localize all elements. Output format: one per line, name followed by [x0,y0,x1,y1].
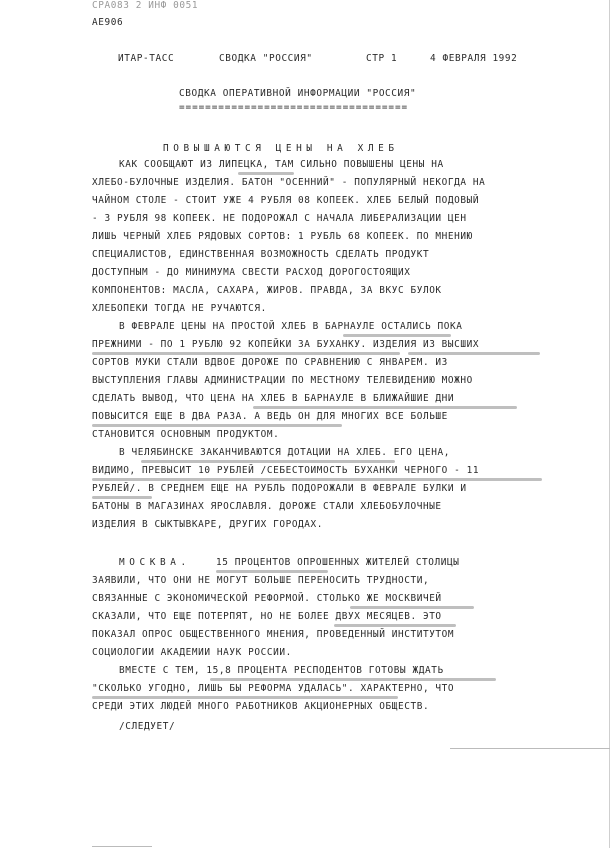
moscow-line: СКАЗАЛИ, ЧТО ЕЩЕ ПОТЕРПЯТ, НО НЕ БОЛЕЕ ДВУХ МЕСЯЦЕВ. ЭТО [92,611,442,622]
article-line: РУБЛЕЙ/. В СРЕДНЕМ ЕЩЕ НА РУБЛЬ ПОДОРОЖАЛИ В ФЕВРАЛЕ БУЛКИ И [92,483,467,494]
article-line: СТАНОВИТСЯ ОСНОВНЫМ ПРОДУКТОМ. [92,429,280,440]
article-line: СПЕЦИАЛИСТОВ, ЕДИНСТВЕННАЯ ВОЗМОЖНОСТЬ СДЕЛАТЬ ПРОДУКТ [92,249,430,260]
faint-rule [92,846,152,847]
highlight-stroke [408,352,540,355]
article-line: КАК СООБЩАЮТ ИЗ ЛИПЕЦКА, ТАМ СИЛЬНО ПОВЫШЕНЫ ЦЕНЫ НА [119,159,444,170]
article-line: ВИДИМО, ПРЕВЫСИТ 10 РУБЛЕЙ /СЕБЕСТОИМОСТЬ БУХАНКИ ЧЕРНОГО - 11 [92,465,480,476]
moscow-line: ВМЕСТЕ С ТЕМ, 15,8 ПРОЦЕНТА РЕСПОДЕНТОВ ГОТОВЫ ЖДАТЬ [119,665,444,676]
article-line: ЧАЙНОМ СТОЛЕ - СТОИТ УЖЕ 4 РУБЛЯ 08 КОПЕЕК. ХЛЕБ БЕЛЫЙ ПОДОВЫЙ [92,195,480,206]
article-headline: ПОВЫШАЮТСЯ ЦЕНЫ НА ХЛЕБ [163,143,399,154]
highlight-stroke [216,570,328,573]
article-line: СДЕЛАТЬ ВЫВОД, ЧТО ЦЕНА НА ХЛЕБ В БАРНАУЛЕ В БЛИЖАЙШИЕ ДНИ [92,393,455,404]
article-line: - 3 РУБЛЯ 98 КОПЕЕК. НЕ ПОДОРОЖАЛ С НАЧАЛА ЛИБЕРАЛИЗАЦИИ ЦЕН [92,213,467,224]
moscow-line: ПОКАЗАЛ ОПРОС ОБЩЕСТВЕННОГО МНЕНИЯ, ПРОВЕДЕННЫЙ ИНСТИТУТОМ [92,629,455,640]
highlight-stroke [238,172,294,175]
highlight-stroke [92,696,398,699]
doc-title: СВОДКА ОПЕРАТИВНОЙ ИНФОРМАЦИИ "РОССИЯ" [179,88,417,99]
page-edge-line [609,0,610,848]
faint-rule [450,748,610,749]
moscow-line: СОЦИОЛОГИИ АКАДЕМИИ НАУК РОССИИ. [92,647,292,658]
moscow-line: СВЯЗАННЫЕ С ЭКОНОМИЧЕСКОЙ РЕФОРМОЙ. СТОЛЬКО ЖЕ МОСКВИЧЕЙ [92,593,442,604]
moscow-line: 15 ПРОЦЕНТОВ ОПРОШЕННЫХ ЖИТЕЛЕЙ СТОЛИЦЫ [216,557,460,568]
header-agency: ИТАР-ТАСС [118,53,175,64]
highlight-stroke [343,334,451,337]
article-line: ВЫСТУПЛЕНИЯ ГЛАВЫ АДМИНИСТРАЦИИ ПО МЕСТНОМУ ТЕЛЕВИДЕНИЮ МОЖНО [92,375,473,386]
header-id-line: АЕ906 [92,17,124,28]
highlight-stroke [92,478,542,481]
moscow-line: ЗАЯВИЛИ, ЧТО ОНИ НЕ МОГУТ БОЛЬШЕ ПЕРЕНОСИТЬ ТРУДНОСТИ, [92,575,430,586]
highlight-stroke [253,406,517,409]
article-line: ЛИШЬ ЧЕРНЫЙ ХЛЕБ РЯДОВЫХ СОРТОВ: 1 РУБЛЬ 68 КОПЕЕК. ПО МНЕНИЮ [92,231,473,242]
article-line: КОМПОНЕНТОВ: МАСЛА, САХАРА, ЖИРОВ. ПРАВДА, ЗА ВКУС БУЛОК [92,285,442,296]
article-line: ИЗДЕЛИЯ В СЫКТЫВКАРЕ, ДРУГИХ ГОРОДАХ. [92,519,324,530]
article-line: ПРЕЖНИМИ - ПО 1 РУБЛЮ 92 КОПЕЙКИ ЗА БУХАНКУ. ИЗДЕЛИЯ ИЗ ВЫСШИХ [92,339,480,350]
moscow-lead: МОСКВА. [119,557,191,568]
header-page: СТР 1 [366,53,398,64]
article-line: ПОВЫСИТСЯ ЕЩЕ В ДВА РАЗА. А ВЕДЬ ОН ДЛЯ МНОГИХ ВСЕ БОЛЬШЕ [92,411,448,422]
article-line: В ЧЕЛЯБИНСКЕ ЗАКАНЧИВАЮТСЯ ДОТАЦИИ НА ХЛЕБ. ЕГО ЦЕНА, [119,447,450,458]
highlight-stroke [92,424,342,427]
article-line: ХЛЕБО-БУЛОЧНЫЕ ИЗДЕЛИЯ. БАТОН "ОСЕННИЙ" - ПОПУЛЯРНЫЙ НЕКОГДА НА [92,177,486,188]
article-line: БАТОНЫ В МАГАЗИНАХ ЯРОСЛАВЛЯ. ДОРОЖЕ СТАЛИ ХЛЕБОБУЛОЧНЫЕ [92,501,442,512]
doc-title-rule: =================================== [179,102,409,113]
highlight-stroke [92,352,400,355]
highlight-stroke [141,460,395,463]
header-date: 4 ФЕВРАЛЯ 1992 [430,53,518,64]
moscow-line: СРЕДИ ЭТИХ ЛЮДЕЙ МНОГО РАБОТНИКОВ АКЦИОНЕРНЫХ ОБЩЕСТВ. [92,701,430,712]
highlight-stroke [210,678,496,681]
article-line: СОРТОВ МУКИ СТАЛИ ВДВОЕ ДОРОЖЕ ПО СРАВНЕНИЮ С ЯНВАРЕМ. ИЗ [92,357,448,368]
header-code-line: СРА083 2 ИНФ 0051 [92,0,199,11]
article-line: В ФЕВРАЛЕ ЦЕНЫ НА ПРОСТОЙ ХЛЕБ В БАРНАУЛЕ ОСТАЛИСЬ ПОКА [119,321,463,332]
header-summary: СВОДКА "РОССИЯ" [219,53,313,64]
moscow-line: "СКОЛЬКО УГОДНО, ЛИШЬ БЫ РЕФОРМА УДАЛАСЬ". ХАРАКТЕРНО, ЧТО [92,683,455,694]
continuation-marker: /СЛЕДУЕТ/ [119,721,176,732]
article-line: ХЛЕБОПЕКИ ТОГДА НЕ РУЧАЮТСЯ. [92,303,267,314]
highlight-stroke [350,606,474,609]
highlight-stroke [334,624,456,627]
article-line: ДОСТУПНЫМ - ДО МИНИМУМА СВЕСТИ РАСХОД ДОРОГОСТОЯЩИХ [92,267,411,278]
highlight-stroke [92,496,152,499]
